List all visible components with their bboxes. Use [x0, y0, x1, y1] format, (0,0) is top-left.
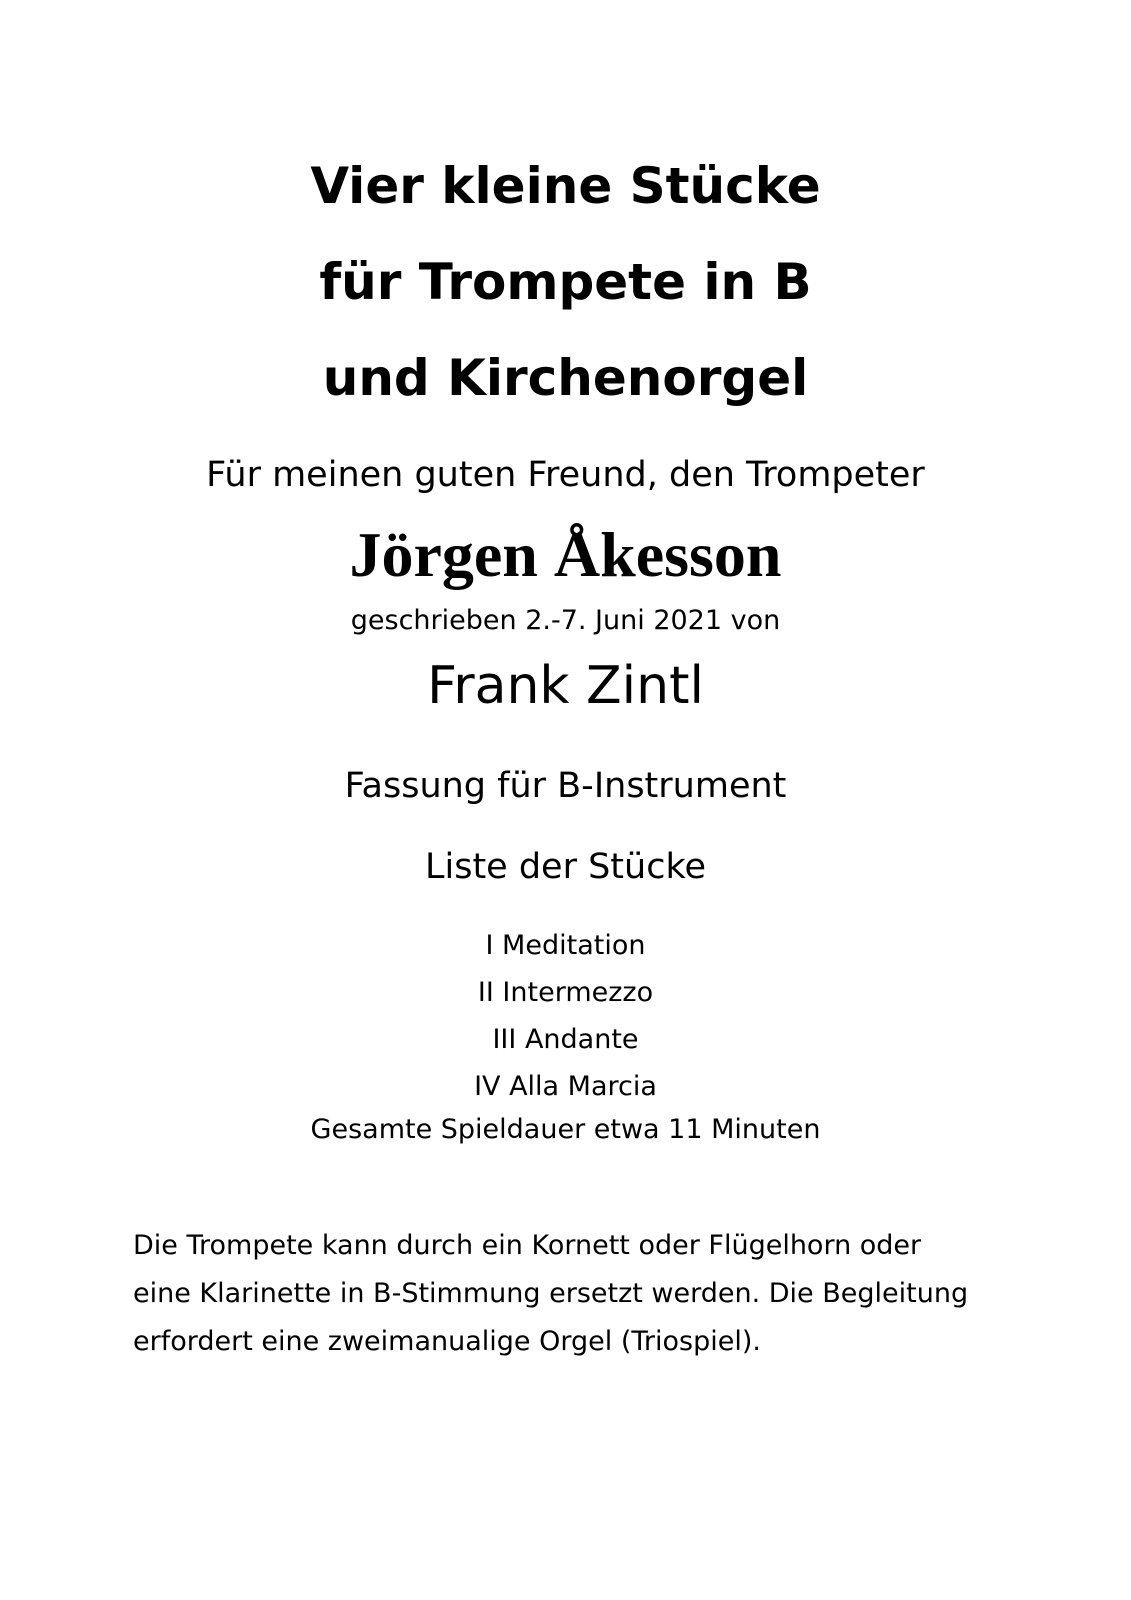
version-text: Fassung für B-Instrument	[344, 766, 787, 806]
note-line-1: Die Trompete kann durch ein Kornett oder Flügelhorn oder	[133, 1230, 922, 1261]
instrumentation-note	[133, 1222, 1033, 1366]
list-item: IV Alla Marcia	[474, 1071, 657, 1102]
written-date-text: geschrieben 2.-7. Juni 2021 von	[350, 605, 781, 636]
list-item: III Andante	[492, 1024, 639, 1055]
title-line-2: für Trompete in B	[319, 253, 812, 311]
note-line-2: eine Klarinette in B-Stimmung ersetzt werden. Die Begleitung	[133, 1278, 969, 1309]
piece-list-heading: Liste der Stücke	[424, 847, 707, 887]
note-line-3: erfordert eine zweimanualige Orgel (Triospiel).	[133, 1326, 761, 1357]
dedicatee-name: Jörgen Åkesson	[349, 519, 782, 590]
title-line-3: und Kirchenorgel	[322, 349, 809, 407]
dedication-text: Für meinen guten Freund, den Trompeter	[206, 455, 925, 495]
piece-list	[0, 922, 1131, 1110]
total-duration-text: Gesamte Spieldauer etwa 11 Minuten	[310, 1114, 821, 1145]
composer-name: Frank Zintl	[427, 656, 704, 716]
page-title	[0, 138, 1131, 426]
title-line-1: Vier kleine Stücke	[310, 157, 821, 215]
list-item: II Intermezzo	[477, 977, 654, 1008]
list-item: I Meditation	[485, 930, 646, 961]
